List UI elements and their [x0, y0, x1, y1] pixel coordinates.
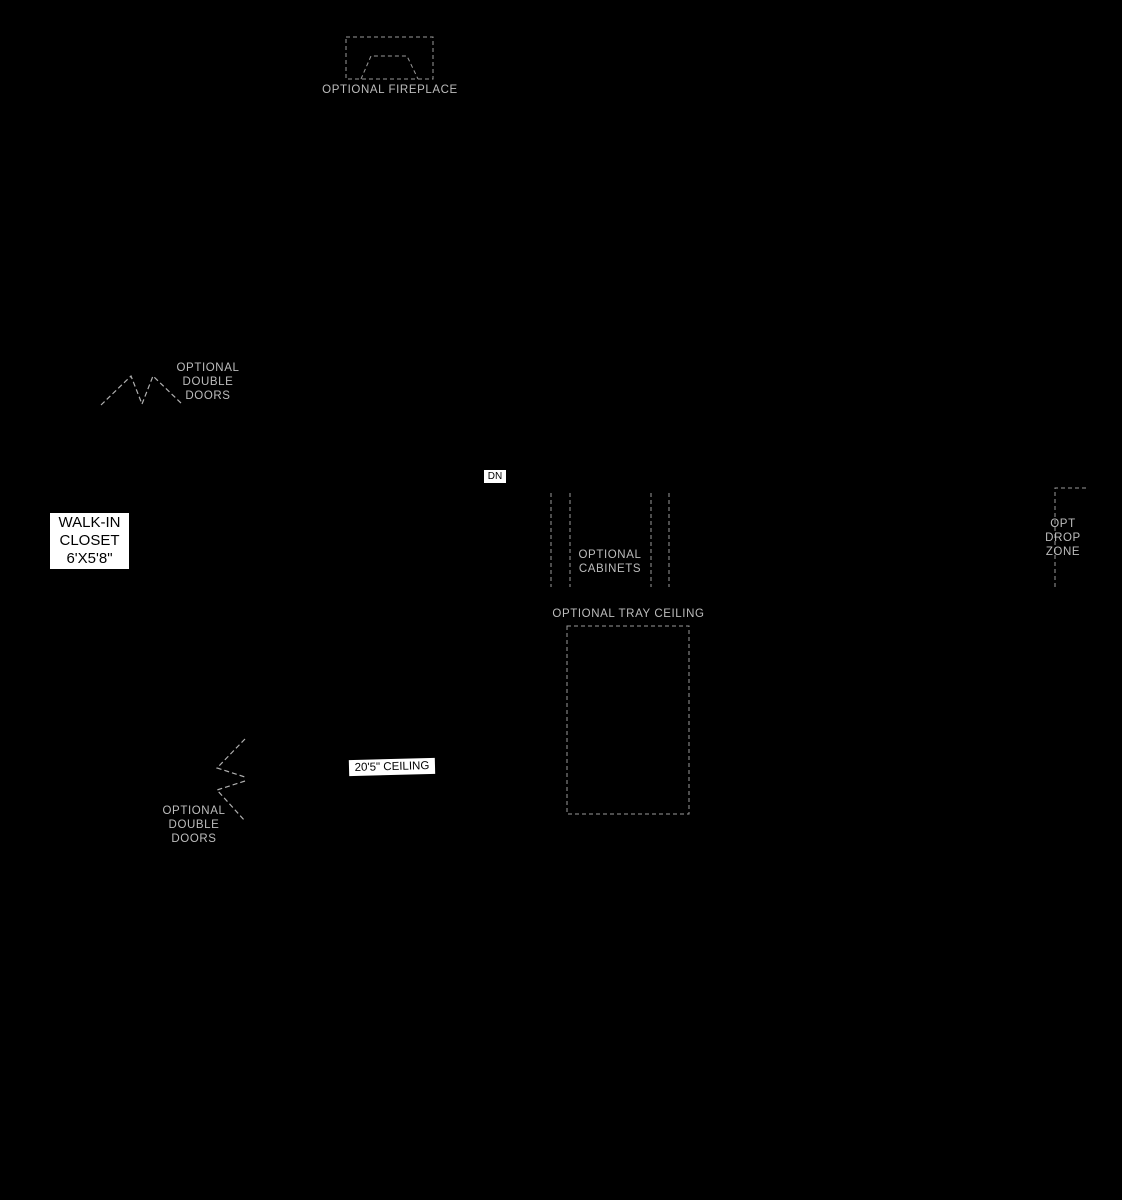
double-doors-bottom-line-3: DOORS [171, 833, 217, 845]
closet-line-3: 6'X5'8" [66, 550, 113, 567]
double-doors-bottom-line-1: OPTIONAL [162, 805, 226, 817]
cabinets-line-1: OPTIONAL [578, 549, 642, 561]
double-doors-top-line-3: DOORS [185, 390, 231, 402]
fireplace-symbol [346, 37, 433, 79]
closet-line-2: CLOSET [59, 532, 120, 549]
double-doors-top-line-2: DOUBLE [182, 376, 234, 388]
drop-zone-line-1: OPT [1050, 518, 1076, 530]
double-doors-top-line-1: OPTIONAL [176, 362, 240, 374]
fireplace-label: OPTIONAL FIREPLACE [322, 84, 458, 96]
drop-zone-line-3: ZONE [1045, 546, 1081, 558]
double-doors-top-label [168, 361, 248, 403]
walk-in-closet-label [50, 513, 129, 569]
cabinets-label [570, 548, 650, 576]
drop-zone-line-2: DROP [1045, 532, 1081, 544]
tray-ceiling-outline [567, 626, 689, 814]
drop-zone-label [1037, 517, 1089, 559]
stairs-down-label: DN [484, 470, 506, 483]
closet-line-1: WALK-IN [58, 514, 121, 531]
double-doors-bottom-line-2: DOUBLE [168, 819, 220, 831]
cabinets-line-2: CABINETS [578, 563, 642, 575]
tray-ceiling-label: OPTIONAL TRAY CEILING [552, 608, 705, 620]
double-doors-bottom-label [153, 804, 235, 846]
ceiling-height-label: 20'5" CEILING [349, 758, 435, 776]
